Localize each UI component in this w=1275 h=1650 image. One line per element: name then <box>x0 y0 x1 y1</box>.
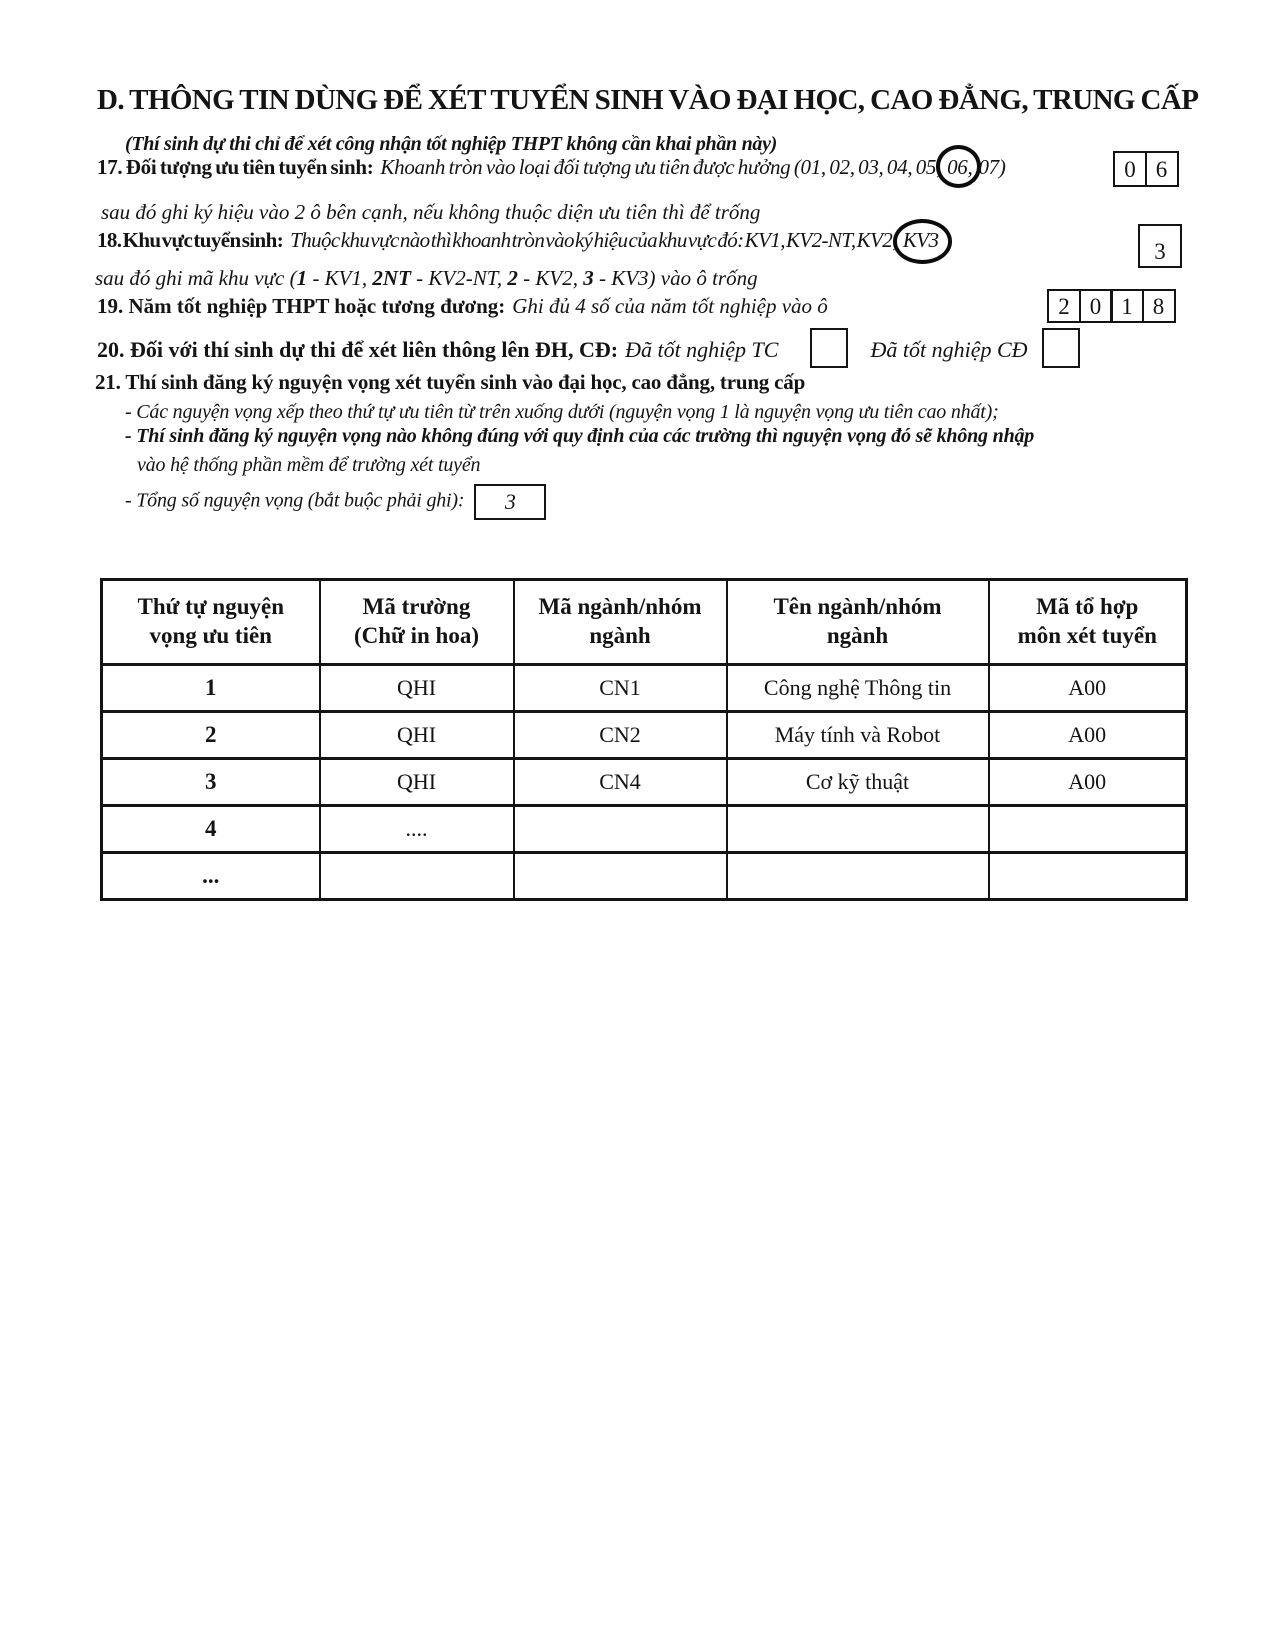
item-19-instruction: Ghi đủ 4 số của năm tốt nghiệp vào ô <box>512 294 828 318</box>
cell-priority: ... <box>102 853 320 900</box>
header-line: Mã tổ hợp <box>1036 594 1139 620</box>
cell-priority: 3 <box>102 759 320 806</box>
item-18-circled-zone: KV3 <box>902 228 939 252</box>
header-line: Thứ tự nguyện <box>137 594 284 620</box>
item-21-note-2-cont: vào hệ thống phần mềm để trường xét tuyển <box>137 454 481 476</box>
header-line: ngành <box>589 623 651 648</box>
cell-combination: A00 <box>989 665 1187 712</box>
graduation-year-boxes <box>1047 289 1173 323</box>
item-19-label: 19. Năm tốt nghiệp THPT hoặc tương đương: <box>97 294 506 318</box>
cell-priority: 2 <box>102 712 320 759</box>
item-21-note-2: - Thí sinh đăng ký nguyện vọng nào không đúng với quy định của các trường thì nguyện vọng đó sẽ không nhập <box>125 425 1035 447</box>
table-header-row <box>102 580 1187 665</box>
table-row <box>102 806 1187 853</box>
header-major-name <box>727 580 989 665</box>
section-title: D. THÔNG TIN DÙNG ĐỂ XÉT TUYỂN SINH VÀO ĐẠI HỌC, CAO ĐẲNG, TRUNG CẤP <box>97 84 1199 116</box>
cell-major-code <box>514 806 727 853</box>
item-21-note-1: - Các nguyện vọng xếp theo thứ tự ưu tiên từ trên xuống dưới (nguyện vọng 1 là nguyện vọng ưu tiên cao nhất); <box>125 401 999 423</box>
item-18-line2-text: - KV3) vào ô trống <box>593 266 758 290</box>
item-18-line2-text: - KV2, <box>517 266 584 290</box>
cell-school-code: QHI <box>320 759 514 806</box>
cell-school-code: .... <box>320 806 514 853</box>
header-line: Mã trường <box>362 594 471 620</box>
tc-graduated-checkbox <box>810 328 848 368</box>
cell-priority: 4 <box>102 806 320 853</box>
item-18 <box>97 228 944 253</box>
option-tc-label: Đã tốt nghiệp TC <box>625 337 779 363</box>
cell-major-code: CN1 <box>514 665 727 712</box>
priority-code-digit-box: 6 <box>1145 151 1179 187</box>
zone-code-2nt: 2NT <box>372 266 411 290</box>
header-line: Mã ngành/nhóm <box>538 594 702 620</box>
header-subject-combination <box>989 580 1187 665</box>
priority-object-code-boxes <box>1113 151 1176 187</box>
cell-major-name <box>727 806 989 853</box>
item-17 <box>97 155 1006 180</box>
header-line: ngành <box>826 623 889 648</box>
item-18-line2-text: - KV2-NT, <box>410 266 508 290</box>
item-18-label: 18. Khu vực tuyển sinh: <box>97 228 284 252</box>
year-digit-box: 1 <box>1110 289 1144 323</box>
header-priority-order <box>102 580 320 665</box>
cd-graduated-checkbox <box>1042 328 1080 368</box>
item-17-line2: sau đó ghi ký hiệu vào 2 ô bên cạnh, nếu không thuộc diện ưu tiên thì để trống <box>101 200 761 224</box>
cell-school-code: QHI <box>320 712 514 759</box>
option-cd-label: Đã tốt nghiệp CĐ <box>870 337 1028 363</box>
item-21-label: 21. Thí sinh đăng ký nguyện vọng xét tuyển sinh vào đại học, cao đẳng, trung cấp <box>95 370 806 394</box>
header-major-code <box>514 580 727 665</box>
wish-registration-table <box>100 578 1188 901</box>
header-line: (Chữ in hoa) <box>354 623 479 648</box>
item-18-line2 <box>95 266 758 291</box>
total-wishes-label: - Tổng số nguyện vọng (bắt buộc phải ghi): <box>125 489 465 512</box>
item-20-label: 20. Đối với thí sinh dự thi để xét liên thông lên ĐH, CĐ: <box>97 337 619 363</box>
table-row <box>102 759 1187 806</box>
cell-combination <box>989 853 1187 900</box>
priority-code-digit-box: 0 <box>1113 151 1147 187</box>
header-line: vọng ưu tiên <box>149 623 272 648</box>
item-18-instruction: Thuộc khu vực nào thì khoanh tròn vào ký hiệu của khu vực đó: KV1, KV2-NT, KV2, <box>290 228 897 252</box>
item-17-label: 17. Đối tượng ưu tiên tuyển sinh: <box>97 155 374 179</box>
cell-major-name: Cơ kỹ thuật <box>727 759 989 806</box>
zone-code-1: 1 <box>296 266 308 290</box>
item-21-note-3 <box>125 484 546 520</box>
table-row <box>102 712 1187 759</box>
item-20 <box>97 336 1080 368</box>
cell-school-code <box>320 853 514 900</box>
year-digit-box: 0 <box>1079 289 1113 323</box>
cell-priority: 1 <box>102 665 320 712</box>
table-row <box>102 665 1187 712</box>
zone-code-2: 2 <box>507 266 518 290</box>
cell-combination: A00 <box>989 759 1187 806</box>
zone-code-3: 3 <box>583 266 594 290</box>
item-17-circled-code: 06, <box>947 155 973 179</box>
item-19 <box>97 294 828 319</box>
section-subtitle: (Thí sinh dự thi chỉ để xét công nhận tốt nghiệp THPT không cần khai phần này) <box>125 133 778 155</box>
year-digit-box: 2 <box>1047 289 1081 323</box>
cell-combination: A00 <box>989 712 1187 759</box>
cell-major-code: CN4 <box>514 759 727 806</box>
header-line: Tên ngành/nhóm <box>773 594 942 620</box>
total-wishes-box: 3 <box>474 484 546 520</box>
item-17-instruction-end: 07) <box>978 155 1006 179</box>
cell-major-name: Máy tính và Robot <box>727 712 989 759</box>
zone-code-box: 3 <box>1138 224 1182 268</box>
cell-major-code <box>514 853 727 900</box>
item-17-instruction: Khoanh tròn vào loại đối tượng ưu tiên được hưởng (01, 02, 03, 04, 05, <box>380 155 942 179</box>
cell-school-code: QHI <box>320 665 514 712</box>
year-digit-box: 8 <box>1142 289 1176 323</box>
cell-major-name <box>727 853 989 900</box>
cell-major-name: Công nghệ Thông tin <box>727 665 989 712</box>
table-row <box>102 853 1187 900</box>
header-line: môn xét tuyển <box>1017 623 1157 648</box>
cell-major-code: CN2 <box>514 712 727 759</box>
cell-combination <box>989 806 1187 853</box>
header-school-code <box>320 580 514 665</box>
item-18-line2-text: sau đó ghi mã khu vực ( <box>95 266 297 290</box>
item-18-line2-text: - KV1, <box>307 266 373 290</box>
